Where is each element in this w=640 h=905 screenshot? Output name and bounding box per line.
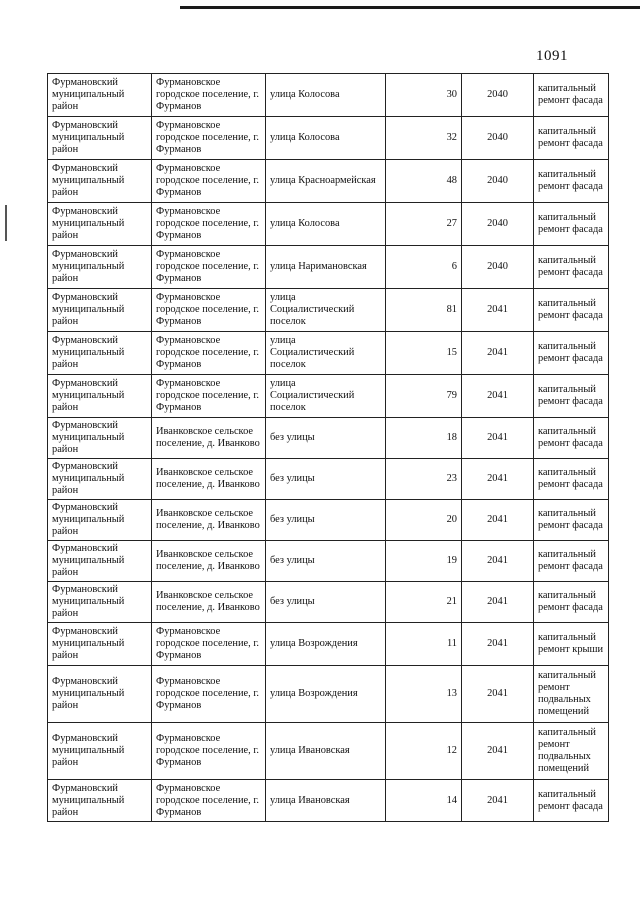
cell-work-type: капитальный ремонт фасада bbox=[534, 332, 609, 375]
cell-house-number: 30 bbox=[386, 74, 462, 117]
cell-year: 2040 bbox=[462, 160, 534, 203]
scan-margin-mark bbox=[5, 205, 7, 241]
cell-house-number: 11 bbox=[386, 623, 462, 666]
table-row bbox=[48, 666, 609, 723]
cell-district: Фурмановский муниципальный район bbox=[48, 666, 152, 723]
cell-settlement: Фурмановское городское поселение, г. Фурманов bbox=[152, 332, 266, 375]
cell-district: Фурмановский муниципальный район bbox=[48, 582, 152, 623]
cell-settlement: Фурмановское городское поселение, г. Фурманов bbox=[152, 117, 266, 160]
cell-settlement: Иванковское сельское поселение, д. Иванково bbox=[152, 459, 266, 500]
table-row bbox=[48, 246, 609, 289]
cell-district: Фурмановский муниципальный район bbox=[48, 74, 152, 117]
cell-settlement: Фурмановское городское поселение, г. Фурманов bbox=[152, 666, 266, 723]
cell-year: 2041 bbox=[462, 289, 534, 332]
cell-work-type: капитальный ремонт фасада bbox=[534, 160, 609, 203]
cell-settlement: Фурмановское городское поселение, г. Фурманов bbox=[152, 74, 266, 117]
cell-work-type: капитальный ремонт фасада bbox=[534, 459, 609, 500]
cell-street: улица Социалистический поселок bbox=[266, 375, 386, 418]
cell-street: улица Социалистический поселок bbox=[266, 289, 386, 332]
cell-settlement: Иванковское сельское поселение, д. Иванково bbox=[152, 500, 266, 541]
cell-house-number: 48 bbox=[386, 160, 462, 203]
cell-house-number: 12 bbox=[386, 723, 462, 780]
table-row bbox=[48, 289, 609, 332]
cell-district: Фурмановский муниципальный район bbox=[48, 332, 152, 375]
cell-street: улица Наримановская bbox=[266, 246, 386, 289]
cell-work-type: капитальный ремонт фасада bbox=[534, 203, 609, 246]
cell-street: улица Красноармейская bbox=[266, 160, 386, 203]
cell-street: улица Колосова bbox=[266, 74, 386, 117]
cell-settlement: Фурмановское городское поселение, г. Фурманов bbox=[152, 623, 266, 666]
cell-year: 2041 bbox=[462, 500, 534, 541]
table-row bbox=[48, 74, 609, 117]
cell-district: Фурмановский муниципальный район bbox=[48, 117, 152, 160]
table-row bbox=[48, 582, 609, 623]
cell-district: Фурмановский муниципальный район bbox=[48, 780, 152, 822]
cell-street: улица Социалистический поселок bbox=[266, 332, 386, 375]
cell-street: улица Колосова bbox=[266, 203, 386, 246]
cell-street: без улицы bbox=[266, 418, 386, 459]
cell-work-type: капитальный ремонт фасада bbox=[534, 289, 609, 332]
cell-district: Фурмановский муниципальный район bbox=[48, 723, 152, 780]
cell-year: 2041 bbox=[462, 666, 534, 723]
cell-house-number: 81 bbox=[386, 289, 462, 332]
cell-work-type: капитальный ремонт фасада bbox=[534, 117, 609, 160]
cell-year: 2040 bbox=[462, 117, 534, 160]
cell-house-number: 15 bbox=[386, 332, 462, 375]
cell-work-type: капитальный ремонт фасада bbox=[534, 541, 609, 582]
table-row bbox=[48, 623, 609, 666]
cell-settlement: Иванковское сельское поселение, д. Иванково bbox=[152, 418, 266, 459]
cell-house-number: 6 bbox=[386, 246, 462, 289]
cell-year: 2040 bbox=[462, 246, 534, 289]
cell-work-type: капитальный ремонт фасада bbox=[534, 375, 609, 418]
cell-work-type: капитальный ремонт фасада bbox=[534, 246, 609, 289]
cell-house-number: 21 bbox=[386, 582, 462, 623]
cell-settlement: Фурмановское городское поселение, г. Фурманов bbox=[152, 246, 266, 289]
cell-year: 2041 bbox=[462, 332, 534, 375]
cell-year: 2041 bbox=[462, 541, 534, 582]
cell-year: 2041 bbox=[462, 459, 534, 500]
top-rule bbox=[180, 6, 640, 9]
cell-work-type: капитальный ремонт фасада bbox=[534, 74, 609, 117]
cell-work-type: капитальный ремонт крыши bbox=[534, 623, 609, 666]
cell-district: Фурмановский муниципальный район bbox=[48, 289, 152, 332]
table-row bbox=[48, 723, 609, 780]
cell-work-type: капитальный ремонт фасада bbox=[534, 780, 609, 822]
cell-district: Фурмановский муниципальный район bbox=[48, 541, 152, 582]
table-row bbox=[48, 780, 609, 822]
cell-year: 2041 bbox=[462, 418, 534, 459]
cell-settlement: Фурмановское городское поселение, г. Фурманов bbox=[152, 289, 266, 332]
cell-street: без улицы bbox=[266, 500, 386, 541]
table-row bbox=[48, 459, 609, 500]
cell-work-type: капитальный ремонт подвальных помещений bbox=[534, 723, 609, 780]
cell-house-number: 14 bbox=[386, 780, 462, 822]
page-number: 1091 bbox=[536, 48, 568, 64]
cell-house-number: 19 bbox=[386, 541, 462, 582]
cell-street: улица Возрождения bbox=[266, 666, 386, 723]
cell-settlement: Иванковское сельское поселение, д. Иванково bbox=[152, 541, 266, 582]
table-row bbox=[48, 332, 609, 375]
cell-street: без улицы bbox=[266, 582, 386, 623]
cell-year: 2040 bbox=[462, 74, 534, 117]
cell-district: Фурмановский муниципальный район bbox=[48, 500, 152, 541]
table-body bbox=[48, 74, 609, 822]
table-row bbox=[48, 117, 609, 160]
cell-year: 2041 bbox=[462, 723, 534, 780]
cell-year: 2040 bbox=[462, 203, 534, 246]
cell-house-number: 20 bbox=[386, 500, 462, 541]
cell-street: без улицы bbox=[266, 541, 386, 582]
cell-house-number: 27 bbox=[386, 203, 462, 246]
cell-year: 2041 bbox=[462, 375, 534, 418]
cell-house-number: 23 bbox=[386, 459, 462, 500]
cell-district: Фурмановский муниципальный район bbox=[48, 160, 152, 203]
cell-house-number: 32 bbox=[386, 117, 462, 160]
cell-street: без улицы bbox=[266, 459, 386, 500]
table-row bbox=[48, 541, 609, 582]
cell-street: улица Возрождения bbox=[266, 623, 386, 666]
cell-district: Фурмановский муниципальный район bbox=[48, 459, 152, 500]
cell-street: улица Ивановская bbox=[266, 780, 386, 822]
table-row bbox=[48, 160, 609, 203]
cell-settlement: Фурмановское городское поселение, г. Фурманов bbox=[152, 375, 266, 418]
cell-district: Фурмановский муниципальный район bbox=[48, 418, 152, 459]
table-row bbox=[48, 375, 609, 418]
cell-district: Фурмановский муниципальный район bbox=[48, 203, 152, 246]
cell-work-type: капитальный ремонт подвальных помещений bbox=[534, 666, 609, 723]
table-row bbox=[48, 418, 609, 459]
cell-year: 2041 bbox=[462, 623, 534, 666]
cell-street: улица Ивановская bbox=[266, 723, 386, 780]
repair-schedule-table bbox=[47, 73, 609, 822]
cell-district: Фурмановский муниципальный район bbox=[48, 375, 152, 418]
cell-work-type: капитальный ремонт фасада bbox=[534, 418, 609, 459]
cell-district: Фурмановский муниципальный район bbox=[48, 246, 152, 289]
cell-settlement: Фурмановское городское поселение, г. Фурманов bbox=[152, 723, 266, 780]
table-row bbox=[48, 500, 609, 541]
cell-settlement: Фурмановское городское поселение, г. Фурманов bbox=[152, 160, 266, 203]
cell-house-number: 79 bbox=[386, 375, 462, 418]
cell-house-number: 18 bbox=[386, 418, 462, 459]
cell-settlement: Фурмановское городское поселение, г. Фурманов bbox=[152, 203, 266, 246]
cell-house-number: 13 bbox=[386, 666, 462, 723]
cell-settlement: Иванковское сельское поселение, д. Иванково bbox=[152, 582, 266, 623]
table-row bbox=[48, 203, 609, 246]
cell-work-type: капитальный ремонт фасада bbox=[534, 582, 609, 623]
cell-year: 2041 bbox=[462, 780, 534, 822]
cell-settlement: Фурмановское городское поселение, г. Фурманов bbox=[152, 780, 266, 822]
cell-district: Фурмановский муниципальный район bbox=[48, 623, 152, 666]
cell-year: 2041 bbox=[462, 582, 534, 623]
cell-street: улица Колосова bbox=[266, 117, 386, 160]
cell-work-type: капитальный ремонт фасада bbox=[534, 500, 609, 541]
